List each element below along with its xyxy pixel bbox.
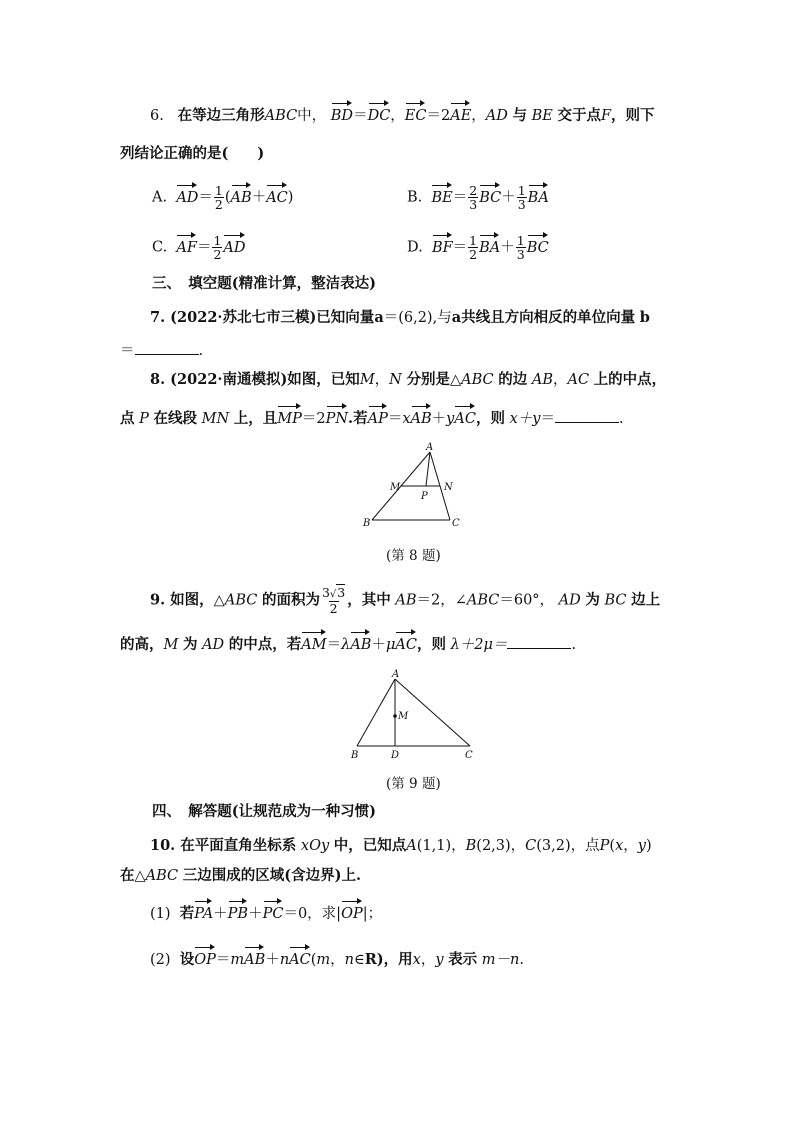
q6-option-d: D. BF＝ $\frac{1}{2}$ BA＋ $\frac{1}{3}$ BC [407,233,549,262]
answer-blank[interactable] [555,408,619,423]
label-C: C [465,750,473,761]
fraction-area: $\frac{3√3}{2}$ [321,585,346,616]
q6-number: 6. [150,108,164,124]
answer-blank[interactable] [135,340,199,355]
q6-option-b: B. BE＝ $\frac{2}{3}$ BC＋ $\frac{1}{3}$ BA [407,183,549,212]
label-B: B [363,518,371,529]
fraction: $\frac{1}{2}$ [213,233,222,262]
q6-line2: 列结论正确的是( ) [120,145,265,162]
fraction: $\frac{1}{3}$ [517,183,526,212]
segment-AP [426,452,430,486]
label-D: D [391,750,400,761]
label-A: A [426,442,434,453]
figure-q9 [345,668,480,768]
vector-EC: EC [404,108,427,124]
point-M [393,714,397,718]
label-M: M [390,482,401,493]
q10-line2: 在△ABC 三边围成的区域(含边界)上. [120,867,362,884]
caption-q9: (第 9 题) [386,776,441,792]
vector-AE: AE [450,108,472,124]
q7-line2: ＝ . [120,340,203,361]
q6-option-c: C. AF＝ $\frac{1}{2}$ AD [152,233,246,262]
q10-part2: (2) 设OP＝mAB＋nAC(m，n∈R)，用x，y 表示 m－n. [150,951,524,968]
vector-BD: BD [330,108,354,124]
q10-part1: (1) 若PA＋PB＋PC＝0，求|OP|； [150,905,383,922]
fraction: $\frac{2}{3}$ [469,183,478,212]
label-A: A [392,669,400,680]
side-AB [357,679,395,746]
caption-q8: (第 8 题) [386,548,441,564]
answer-blank[interactable] [507,634,571,649]
q9-line1: 9. 如图，△ABC 的面积为 $\frac{3√3}{2}$ ，其中 AB＝2，∠ABC＝60°， AD 为 BC 边上 [150,585,661,616]
label-P: P [421,491,428,502]
q7-line1: 7. (2022·苏北七市三模)已知向量a＝(6,2),与a共线且方向相反的单位向量 b [150,309,650,326]
label-B: B [351,750,359,761]
q8-line2: 点 P 在线段 MN 上，且MP＝2PN.若AP＝xAB＋yAC，则 x＋y＝ . [120,410,624,427]
vector-DC: DC [367,108,391,124]
section-heading-4: 四、 解答题(让规范成为一种习惯) [152,803,376,820]
fraction: $\frac{1}{2}$ [214,183,223,212]
label-N: N [444,482,453,493]
q9-line2: 的高，M 为 AD 的中点，若AM＝λAB＋μAC，则 λ＋2μ＝ . [120,636,577,653]
q8-line1: 8. (2022·南通模拟)如图，已知M，N 分别是△ABC 的边 AB，AC 上的中点， [150,371,667,388]
fraction: $\frac{1}{3}$ [516,233,525,262]
fraction: $\frac{1}{2}$ [469,233,478,262]
q10-line1: 10. 在平面直角坐标系 xOy 中，已知点A(1,1)，B(2,3)，C(3,2)，点P(x，y) [150,837,652,854]
q6-line1: 6. 在等边三角形ABC中， BD＝DC，EC＝2AE，AD 与 BE 交于点F，则下 [150,107,655,124]
label-M: M [398,711,409,722]
figure-q8 [355,440,475,535]
label-C: C [452,518,460,529]
q6-option-a: A. AD＝ $\frac{1}{2}$ (AB＋AC) [152,183,294,212]
section-heading-3: 三、 填空题(精准计算，整洁表达) [152,275,376,292]
